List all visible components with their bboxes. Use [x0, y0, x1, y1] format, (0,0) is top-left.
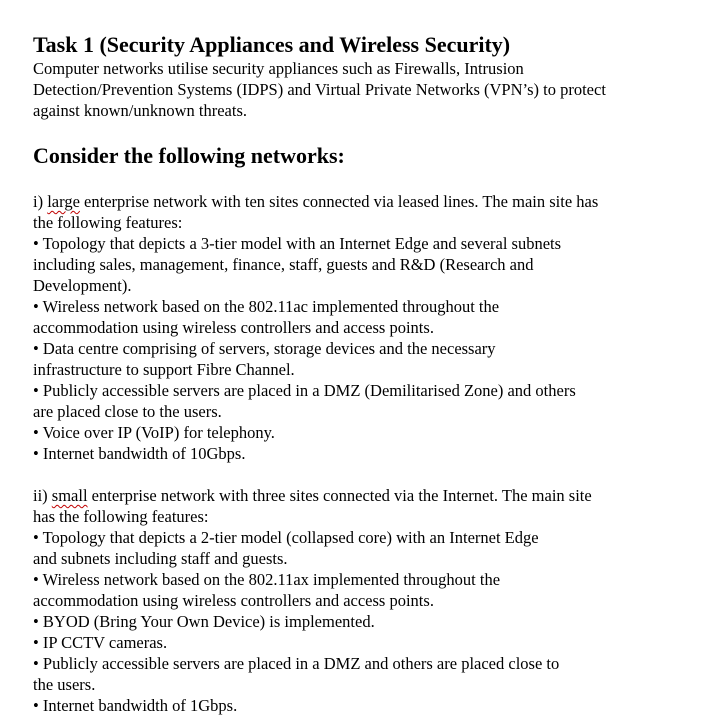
network-1-prefix: i): [33, 192, 48, 211]
network-1-bullet: • Publicly accessible servers are placed in a DMZ (Demilitarised Zone) and others: [33, 381, 576, 400]
network-2-bullet: • Topology that depicts a 2-tier model (collapsed core) with an Internet Edge: [33, 528, 539, 547]
network-2-bullet: • Internet bandwidth of 1Gbps.: [33, 696, 238, 715]
network-1-line: are placed close to the users.: [33, 402, 222, 421]
network-2-line: and subnets including staff and guests.: [33, 549, 288, 568]
spellcheck-flagged-word[interactable]: large: [47, 192, 80, 211]
section-heading: Consider the following networks:: [33, 143, 345, 168]
network-2-first-line: [33, 485, 693, 506]
network-1-line: the following features:: [33, 213, 183, 232]
network-1-bullet: • Data centre comprising of servers, storage devices and the necessary: [33, 339, 496, 358]
network-1-bullet: • Voice over IP (VoIP) for telephony.: [33, 423, 275, 442]
document-page: [33, 32, 693, 716]
network-1-first-line-rest: enterprise network with ten sites connected via leased lines. The main site has: [79, 192, 599, 211]
intro-line: Detection/Prevention Systems (IDPS) and Virtual Private Networks (VPN’s) to protect: [33, 80, 606, 99]
spellcheck-flagged-word[interactable]: small: [51, 486, 88, 505]
network-2-description: [33, 485, 693, 716]
network-1-bullet: • Wireless network based on the 802.11ac implemented throughout the: [33, 297, 500, 316]
network-2-bullet: • Publicly accessible servers are placed in a DMZ and others are placed close to: [33, 654, 560, 673]
network-1-line: Development).: [33, 276, 132, 295]
network-2-prefix: ii): [33, 486, 52, 505]
network-2-line: has the following features:: [33, 507, 209, 526]
network-2-bullet: • Wireless network based on the 802.11ax implemented throughout the: [33, 570, 501, 589]
intro-paragraph: [33, 58, 693, 121]
network-1-line: including sales, management, finance, staff, guests and R&D (Research and: [33, 255, 534, 274]
network-1-bullet: • Topology that depicts a 3-tier model with an Internet Edge and several subnets: [33, 234, 562, 253]
network-2-bullet: • BYOD (Bring Your Own Device) is implemented.: [33, 612, 375, 631]
intro-line: against known/unknown threats.: [33, 101, 248, 120]
network-2-line: accommodation using wireless controllers and access points.: [33, 591, 434, 610]
intro-line: Computer networks utilise security appliances such as Firewalls, Intrusion: [33, 59, 524, 78]
paragraph-gap: [33, 464, 693, 485]
network-2-line: the users.: [33, 675, 96, 694]
task-title: Task 1 (Security Appliances and Wireless Security): [33, 32, 511, 57]
network-1-line: accommodation using wireless controllers and access points.: [33, 318, 434, 337]
network-2-first-line-rest: enterprise network with three sites connected via the Internet. The main site: [87, 486, 592, 505]
network-1-first-line: [33, 191, 693, 212]
network-1-description: [33, 191, 693, 464]
network-1-bullet: • Internet bandwidth of 10Gbps.: [33, 444, 246, 463]
network-2-bullet: • IP CCTV cameras.: [33, 633, 168, 652]
network-1-line: infrastructure to support Fibre Channel.: [33, 360, 295, 379]
